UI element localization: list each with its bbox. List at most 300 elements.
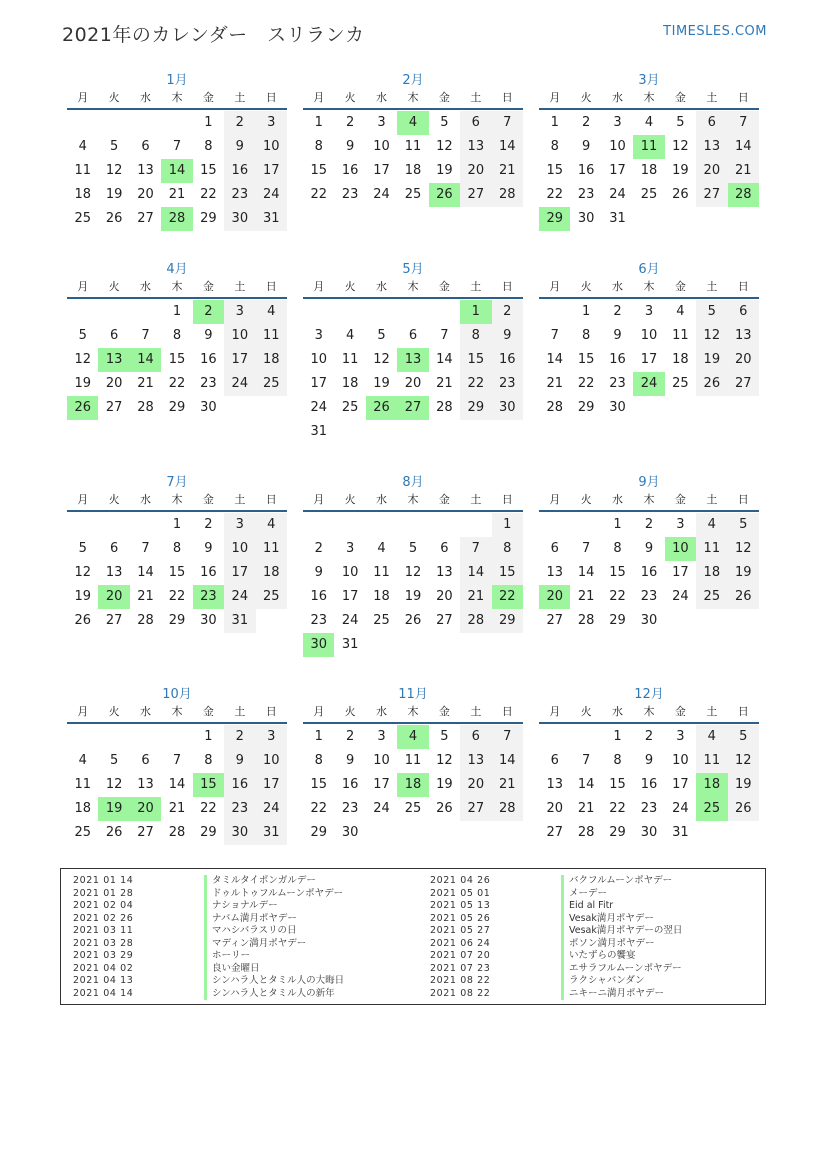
day-cell: 4 — [78, 753, 87, 768]
day-cell: 29 — [609, 825, 626, 840]
day-cell: 10 — [341, 565, 359, 580]
day-cell: 11 — [74, 163, 91, 178]
holiday-row — [430, 963, 682, 976]
day-cell: 28 — [492, 797, 523, 821]
day-cell: 9 — [492, 324, 523, 348]
day-cell: 27 — [696, 183, 727, 207]
day-cell: 29 — [577, 400, 595, 415]
day-cell: 6 — [460, 725, 491, 749]
month-10 — [67, 686, 287, 845]
day-cell: 6 — [728, 300, 759, 324]
day-cell: 12 — [728, 749, 759, 773]
holiday-date: 2021 05 26 — [430, 912, 491, 924]
day-cell: 29 — [200, 825, 217, 840]
holiday-date: 2021 08 22 — [430, 975, 491, 986]
day-cell: 27 — [137, 211, 154, 226]
day-cell: 19 — [373, 376, 390, 391]
weekday-label: 月 — [313, 493, 325, 506]
day-cell: 30 — [303, 633, 334, 657]
empty-cell — [130, 111, 161, 135]
empty-cell — [460, 513, 491, 537]
weekday-label: 日 — [501, 705, 513, 718]
holiday-name: シンハラ人とタミル人の大晦日 — [204, 975, 344, 988]
holiday-row — [73, 950, 344, 963]
day-cell: 15 — [200, 163, 217, 178]
day-cell: 5 — [728, 725, 759, 749]
day-cell: 13 — [105, 565, 123, 580]
month-7 — [67, 474, 287, 633]
empty-cell — [334, 513, 365, 537]
day-cell: 30 — [341, 825, 359, 840]
day-cell: 29 — [200, 211, 217, 226]
day-cell: 17 — [310, 376, 327, 391]
day-cell: 25 — [373, 613, 390, 628]
day-cell: 6 — [696, 111, 727, 135]
day-cell: 23 — [492, 372, 523, 396]
weekday-header — [303, 90, 523, 110]
weekday-label: 木 — [407, 91, 419, 104]
day-cell: 3 — [314, 328, 323, 343]
weekday-label: 水 — [612, 705, 624, 718]
day-cell: 1 — [550, 115, 559, 130]
empty-cell — [429, 513, 460, 537]
day-cell: 24 — [672, 801, 689, 816]
day-cell: 3 — [644, 304, 654, 319]
month-3 — [539, 72, 759, 231]
day-cell: 4 — [696, 513, 727, 537]
holiday-name: バクフルムーンポヤデー — [561, 875, 672, 888]
holiday-date: 2021 06 24 — [430, 937, 491, 949]
empty-cell — [397, 300, 428, 324]
empty-cell — [98, 513, 129, 537]
day-cell: 5 — [440, 115, 449, 130]
day-cell: 6 — [550, 753, 559, 768]
page-title: 2021年のカレンダー スリランカ — [62, 24, 365, 46]
weekday-label: 日 — [737, 91, 749, 104]
weekday-label: 土 — [706, 705, 718, 718]
holiday-row — [73, 913, 344, 926]
day-cell: 21 — [577, 589, 595, 604]
day-cell: 26 — [728, 797, 759, 821]
day-cell: 7 — [141, 541, 150, 556]
weekday-label: 金 — [674, 705, 686, 718]
empty-cell — [429, 300, 460, 324]
weekday-label: 木 — [643, 91, 655, 104]
holiday-date: 2021 04 13 — [73, 975, 134, 986]
day-cell: 6 — [550, 541, 559, 556]
day-cell: 6 — [408, 328, 418, 343]
day-cell: 20 — [98, 585, 129, 609]
day-cell: 18 — [74, 187, 91, 202]
holiday-list-left — [73, 875, 344, 1000]
day-cell: 25 — [640, 187, 658, 202]
day-cell: 23 — [310, 613, 327, 628]
day-cell: 12 — [105, 163, 123, 178]
day-cell: 24 — [256, 797, 287, 821]
day-cell: 10 — [224, 324, 255, 348]
weekday-label: 土 — [470, 91, 482, 104]
weekday-label: 水 — [140, 280, 152, 293]
month-8 — [303, 474, 523, 657]
day-cell: 3 — [676, 517, 685, 532]
weekday-label: 水 — [376, 91, 388, 104]
day-cell: 4 — [676, 304, 685, 319]
day-cell: 27 — [460, 183, 491, 207]
day-cell: 20 — [130, 797, 161, 821]
day-cell: 16 — [310, 589, 327, 604]
holiday-date: 2021 04 14 — [73, 987, 134, 999]
day-cell: 13 — [546, 565, 563, 580]
weekday-label: 日 — [265, 493, 277, 506]
day-cell: 24 — [256, 183, 287, 207]
day-cell: 16 — [640, 777, 658, 792]
day-cell: 9 — [204, 328, 213, 343]
day-cell: 22 — [546, 187, 563, 202]
day-cell: 7 — [172, 139, 182, 154]
weekday-label: 木 — [171, 493, 183, 506]
day-cell: 11 — [633, 135, 664, 159]
day-cell: 31 — [256, 207, 287, 231]
holiday-name: メーデー — [561, 888, 607, 901]
day-cell: 29 — [168, 613, 186, 628]
day-cell: 17 — [373, 163, 390, 178]
day-cell: 14 — [460, 561, 491, 585]
weekday-label: 月 — [77, 91, 89, 104]
day-cell: 17 — [256, 159, 287, 183]
day-cell: 28 — [460, 609, 491, 633]
month-name: 4月 — [166, 262, 188, 277]
day-cell: 5 — [728, 513, 759, 537]
day-cell: 14 — [577, 777, 595, 792]
day-cell: 26 — [672, 187, 689, 202]
empty-cell — [98, 300, 129, 324]
weekday-label: 火 — [344, 705, 356, 718]
day-cell: 13 — [137, 777, 154, 792]
day-cell: 26 — [728, 585, 759, 609]
day-cell: 2 — [644, 517, 654, 532]
day-cell: 15 — [310, 163, 327, 178]
holiday-row — [73, 888, 344, 901]
month-name: 7月 — [166, 475, 188, 490]
day-cell: 18 — [373, 589, 390, 604]
day-grid — [303, 513, 523, 657]
day-cell: 15 — [492, 561, 523, 585]
holiday-date: 2021 03 11 — [73, 925, 134, 936]
day-cell: 1 — [314, 729, 323, 744]
day-cell: 8 — [613, 753, 622, 768]
day-cell: 19 — [696, 348, 727, 372]
holiday-date: 2021 05 13 — [430, 900, 491, 911]
weekday-label: 日 — [737, 280, 749, 293]
day-cell: 7 — [728, 111, 759, 135]
day-cell: 21 — [137, 376, 154, 391]
holiday-name: Eid al Fitr — [561, 900, 613, 913]
day-cell: 18 — [74, 801, 91, 816]
holiday-row — [73, 963, 344, 976]
weekday-label: 金 — [202, 280, 214, 293]
weekday-header — [539, 90, 759, 110]
day-cell: 14 — [728, 135, 759, 159]
day-cell: 10 — [665, 537, 696, 561]
day-cell: 31 — [256, 821, 287, 845]
day-cell: 11 — [696, 749, 727, 773]
day-cell: 19 — [74, 589, 91, 604]
day-cell: 11 — [404, 139, 422, 154]
day-cell: 17 — [224, 348, 255, 372]
day-cell: 8 — [613, 541, 622, 556]
weekday-label: 木 — [171, 705, 183, 718]
month-9 — [539, 474, 759, 633]
empty-cell — [67, 300, 98, 324]
day-cell: 13 — [137, 163, 154, 178]
month-name: 6月 — [638, 262, 660, 277]
weekday-label: 水 — [612, 493, 624, 506]
day-cell: 12 — [696, 324, 727, 348]
day-cell: 6 — [440, 541, 449, 556]
holiday-row — [430, 913, 682, 926]
weekday-label: 土 — [706, 91, 718, 104]
empty-cell — [98, 111, 129, 135]
day-cell: 10 — [640, 328, 658, 343]
weekday-label: 月 — [549, 91, 561, 104]
day-cell: 1 — [492, 513, 523, 537]
day-cell: 3 — [613, 115, 622, 130]
day-cell: 9 — [345, 139, 355, 154]
day-cell: 11 — [404, 753, 422, 768]
day-cell: 1 — [460, 300, 491, 324]
holiday-row — [430, 975, 682, 988]
weekday-label: 火 — [344, 91, 356, 104]
day-cell: 1 — [581, 304, 591, 319]
day-cell: 2 — [581, 115, 591, 130]
day-cell: 16 — [640, 565, 658, 580]
holiday-name: ニキーニ満月ポヤデー — [561, 988, 664, 1001]
weekday-label: 水 — [376, 705, 388, 718]
month-name: 3月 — [638, 73, 660, 88]
day-cell: 12 — [672, 139, 689, 154]
day-cell: 16 — [224, 773, 255, 797]
month-6 — [539, 261, 759, 420]
day-cell: 26 — [436, 801, 453, 816]
day-cell: 25 — [74, 825, 91, 840]
day-cell: 7 — [550, 328, 559, 343]
day-cell: 13 — [460, 749, 491, 773]
holiday-name: ホーリー — [204, 950, 250, 963]
day-cell: 14 — [546, 352, 563, 367]
day-cell: 18 — [341, 376, 359, 391]
day-cell: 23 — [609, 376, 626, 391]
day-cell: 4 — [345, 328, 355, 343]
day-cell: 17 — [341, 589, 359, 604]
day-cell: 3 — [377, 729, 386, 744]
day-cell: 16 — [609, 352, 626, 367]
holiday-name: ポソン満月ポヤデー — [561, 938, 655, 951]
day-cell: 20 — [546, 801, 563, 816]
day-cell: 21 — [728, 159, 759, 183]
day-cell: 20 — [728, 348, 759, 372]
day-cell: 8 — [492, 537, 523, 561]
day-cell: 7 — [492, 111, 523, 135]
day-cell: 3 — [256, 111, 287, 135]
day-cell: 15 — [460, 348, 491, 372]
weekday-label: 水 — [612, 280, 624, 293]
holiday-name: いたずらの饗宴 — [561, 950, 636, 963]
day-cell: 7 — [460, 537, 491, 561]
brand-logo: TIMESLES.COM — [663, 24, 767, 39]
weekday-label: 金 — [438, 705, 450, 718]
day-cell: 27 — [436, 613, 453, 628]
weekday-label: 木 — [407, 493, 419, 506]
day-cell: 27 — [546, 825, 563, 840]
day-cell: 31 — [310, 424, 327, 439]
day-cell: 8 — [204, 139, 213, 154]
holiday-name: ドゥルトゥフルムーンポヤデー — [204, 888, 343, 901]
weekday-header — [303, 279, 523, 299]
day-cell: 23 — [193, 585, 224, 609]
day-cell: 25 — [696, 585, 727, 609]
weekday-label: 月 — [549, 280, 561, 293]
weekday-label: 金 — [202, 493, 214, 506]
day-cell: 23 — [341, 187, 359, 202]
holiday-row — [73, 875, 344, 888]
weekday-label: 金 — [674, 91, 686, 104]
weekday-label: 木 — [407, 705, 419, 718]
holiday-date: 2021 04 26 — [430, 875, 491, 886]
day-cell: 26 — [105, 825, 123, 840]
weekday-label: 金 — [674, 493, 686, 506]
day-cell: 30 — [492, 396, 523, 420]
day-cell: 21 — [492, 159, 523, 183]
month-name: 10月 — [162, 687, 192, 702]
weekday-label: 土 — [234, 493, 246, 506]
weekday-label: 土 — [470, 280, 482, 293]
day-cell: 30 — [609, 400, 626, 415]
weekday-label: 土 — [234, 280, 246, 293]
weekday-header — [539, 492, 759, 512]
weekday-header — [539, 704, 759, 724]
day-cell: 25 — [696, 797, 727, 821]
day-cell: 28 — [577, 613, 595, 628]
holiday-row — [73, 938, 344, 951]
day-cell: 16 — [200, 352, 217, 367]
day-cell: 24 — [310, 400, 327, 415]
day-cell: 31 — [224, 609, 255, 633]
day-cell: 20 — [404, 376, 422, 391]
day-cell: 23 — [341, 801, 359, 816]
day-cell: 12 — [436, 753, 453, 768]
month-2 — [303, 72, 523, 207]
empty-cell — [303, 513, 334, 537]
weekday-label: 日 — [501, 493, 513, 506]
day-cell: 17 — [609, 163, 626, 178]
day-cell: 2 — [644, 729, 654, 744]
day-cell: 25 — [74, 211, 91, 226]
month-name: 5月 — [402, 262, 424, 277]
day-cell: 8 — [172, 541, 182, 556]
day-cell: 9 — [314, 565, 323, 580]
day-cell: 29 — [310, 825, 327, 840]
holiday-date: 2021 01 14 — [73, 875, 134, 886]
day-cell: 12 — [74, 352, 91, 367]
weekday-label: 木 — [171, 280, 183, 293]
weekday-label: 火 — [580, 91, 592, 104]
holiday-date: 2021 01 28 — [73, 887, 134, 899]
day-cell: 28 — [161, 207, 192, 231]
day-cell: 13 — [696, 135, 727, 159]
month-11 — [303, 686, 523, 845]
day-cell: 22 — [492, 585, 523, 609]
day-cell: 27 — [397, 396, 428, 420]
day-cell: 14 — [130, 348, 161, 372]
empty-cell — [303, 300, 334, 324]
holiday-date: 2021 07 20 — [430, 950, 491, 961]
holiday-row — [430, 900, 682, 913]
day-cell: 5 — [109, 139, 119, 154]
day-cell: 11 — [74, 777, 91, 792]
day-cell: 22 — [577, 376, 595, 391]
day-cell: 23 — [640, 801, 658, 816]
weekday-label: 日 — [265, 91, 277, 104]
day-cell: 12 — [74, 565, 91, 580]
empty-cell — [67, 111, 98, 135]
weekday-label: 火 — [580, 493, 592, 506]
day-cell: 15 — [193, 773, 224, 797]
day-grid — [67, 300, 287, 420]
day-cell: 15 — [577, 352, 595, 367]
day-cell: 19 — [74, 376, 91, 391]
month-name: 8月 — [402, 475, 424, 490]
empty-cell — [161, 111, 192, 135]
day-cell: 24 — [373, 801, 390, 816]
day-cell: 11 — [256, 324, 287, 348]
day-cell: 5 — [408, 541, 418, 556]
empty-cell — [98, 725, 129, 749]
empty-cell — [67, 725, 98, 749]
day-cell: 11 — [672, 328, 689, 343]
day-cell: 25 — [256, 585, 287, 609]
day-cell: 9 — [581, 139, 591, 154]
day-cell: 8 — [550, 139, 559, 154]
day-cell: 18 — [256, 561, 287, 585]
day-cell: 26 — [404, 613, 422, 628]
day-cell: 23 — [200, 376, 217, 391]
weekday-label: 月 — [77, 280, 89, 293]
day-cell: 29 — [539, 207, 570, 231]
holiday-name: エサラフルムーンポヤデー — [561, 963, 682, 976]
day-cell: 28 — [546, 400, 563, 415]
day-cell: 22 — [200, 801, 217, 816]
day-cell: 7 — [581, 541, 591, 556]
day-cell: 1 — [613, 729, 622, 744]
day-cell: 17 — [640, 352, 658, 367]
day-cell: 28 — [577, 825, 595, 840]
day-cell: 28 — [137, 400, 154, 415]
day-cell: 30 — [577, 211, 595, 226]
day-cell: 9 — [224, 749, 255, 773]
day-grid — [303, 725, 523, 845]
day-cell: 31 — [609, 211, 626, 226]
day-cell: 12 — [373, 352, 390, 367]
holiday-name: タミルタイポンガルデー — [204, 875, 316, 888]
day-cell: 17 — [672, 565, 689, 580]
day-cell: 5 — [676, 115, 685, 130]
day-cell: 15 — [609, 565, 626, 580]
day-cell: 17 — [672, 777, 689, 792]
day-cell: 30 — [640, 825, 658, 840]
day-cell: 28 — [137, 613, 154, 628]
day-cell: 2 — [193, 300, 224, 324]
empty-cell — [570, 513, 601, 537]
